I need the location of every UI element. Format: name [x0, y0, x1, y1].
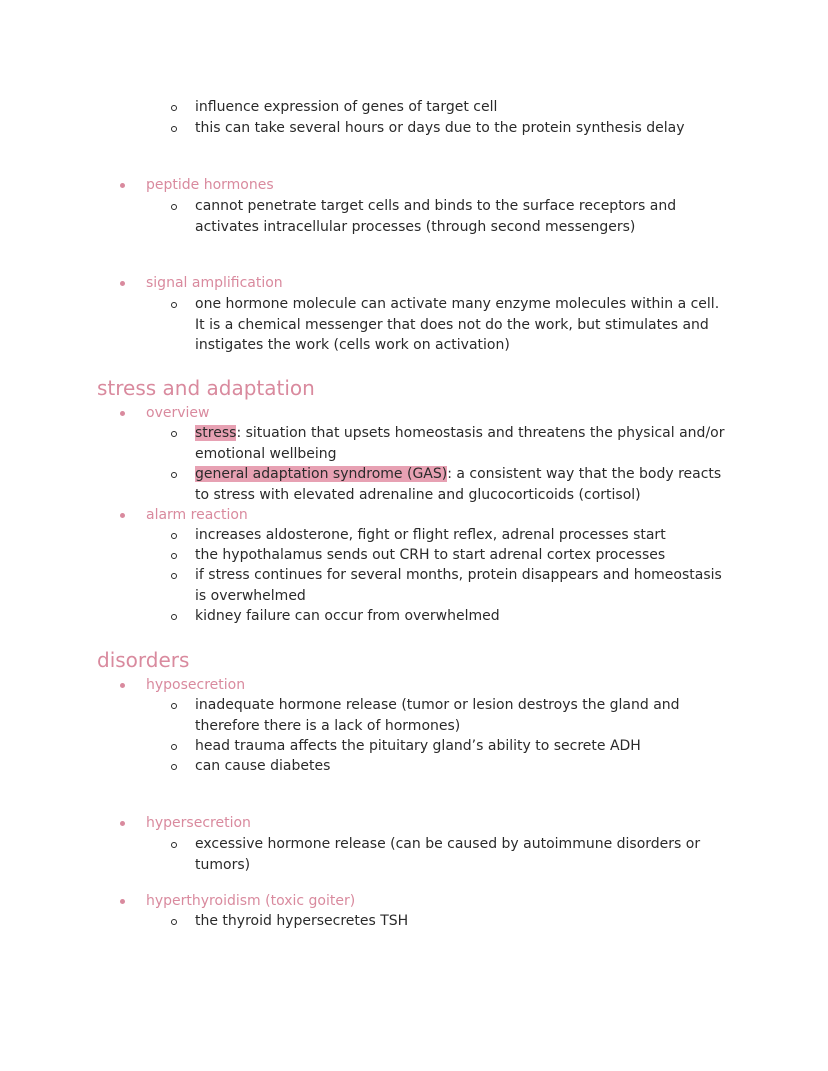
circle-bullet-icon [171, 204, 177, 210]
section-title-stress: stress and adaptation [97, 376, 315, 400]
circle-bullet-icon [171, 431, 177, 437]
bullet-dot-icon [120, 899, 125, 904]
highlighted-term: stress [195, 425, 237, 441]
bullet-dot-icon [120, 821, 125, 826]
circle-bullet-icon [171, 614, 177, 620]
circle-bullet-icon [171, 302, 177, 308]
circle-bullet-icon [171, 472, 177, 478]
bullet-dot-icon [120, 281, 125, 286]
circle-bullet-icon [171, 919, 177, 925]
document-page: influence expression of genes of target cell this can take several hours or days due to the protein synthesis delay peptide hormones cannot penetrate target cells and binds to the surface receptors and activates intracellular processes (through second messengers) signal amplification one hormone molecule can activate many enzyme molecules within a cell. It is a chemical messenger that does not do the work, but stimulates and instigates the work (cells work on activation) stress and adaptation overview stress: situation that upsets homeostasis and threatens the physical and/or emotional wellbeing general adaptation syndrome (GAS): a consistent way that the body reacts to stress with elevated adrenaline and glucocorticoids (cortisol) alarm reaction increases aldosterone, fight or flight reflex, adrenal processes start the hypothalamus sends out CRH to start adrenal cortex processes if stress continues for several months, protein disappears and homeostasis is overwhelmed kidney failure can occur from overwhelmed disorders hyposecretion inadequate hormone release (tumor or lesion destroys the gland and therefore there is a lack of hormones) head trauma affects the pituitary gland’s ability to secrete ADH can cause diabetes hypersecretion excessive hormone release (can be caused by autoimmune disorders or tumors) hyperthyroidism (toxic goiter) the thyroid hypersecretes TSH [97, 99, 725, 929]
bullet-dot-icon [120, 183, 125, 188]
circle-bullet-icon [171, 573, 177, 579]
circle-bullet-icon [171, 126, 177, 132]
bullet-dot-icon [120, 411, 125, 416]
circle-bullet-icon [171, 842, 177, 848]
circle-bullet-icon [171, 553, 177, 559]
bullet-dot-icon [120, 513, 125, 518]
highlighted-term: general adaptation syndrome (GAS) [195, 466, 448, 482]
bullet-dot-icon [120, 683, 125, 688]
circle-bullet-icon [171, 105, 177, 111]
circle-bullet-icon [171, 703, 177, 709]
circle-bullet-icon [171, 744, 177, 750]
circle-bullet-icon [171, 533, 177, 539]
section-title-disorders: disorders [97, 648, 190, 672]
circle-bullet-icon [171, 764, 177, 770]
